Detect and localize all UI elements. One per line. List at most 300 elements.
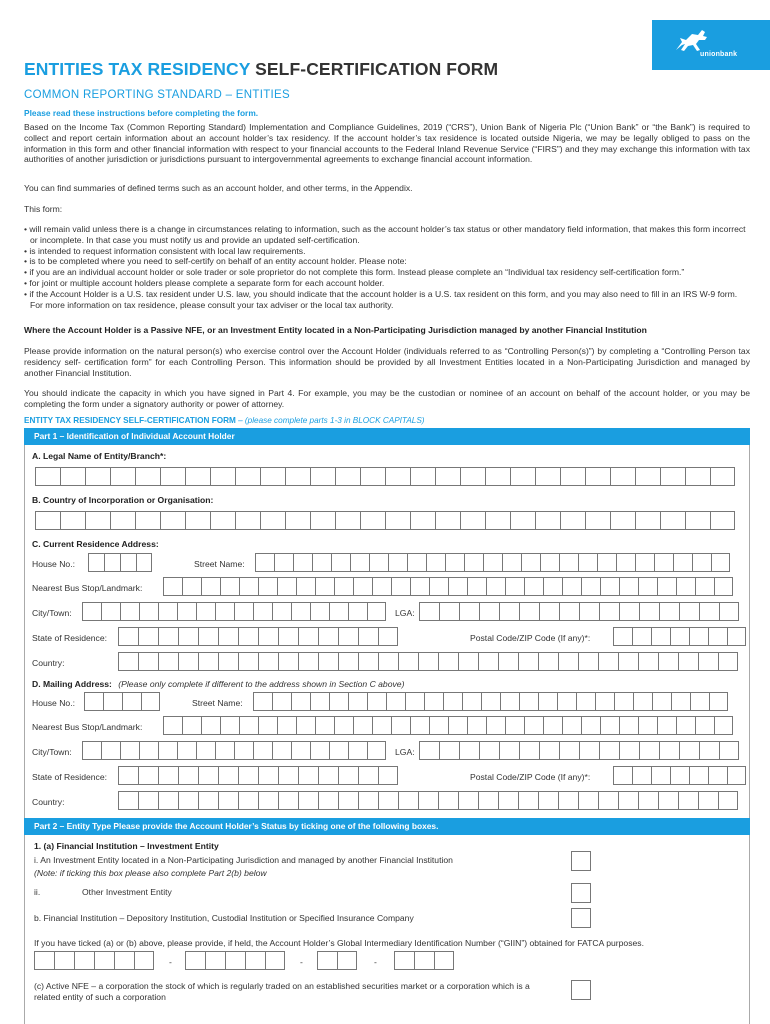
character-box[interactable] [719,602,739,621]
character-box[interactable] [535,511,560,530]
character-box[interactable] [163,577,182,596]
fi-option-b-checkbox[interactable] [571,908,591,928]
character-box[interactable] [285,511,310,530]
character-box[interactable] [258,652,278,671]
character-box[interactable] [82,741,101,760]
country-incorporation-input[interactable] [35,511,735,530]
character-box[interactable] [638,716,657,735]
character-box[interactable] [710,467,735,486]
house-no-input[interactable] [88,553,152,572]
character-box[interactable] [285,467,310,486]
character-box[interactable] [595,692,614,711]
state-input[interactable] [118,627,398,646]
character-box[interactable] [258,627,278,646]
character-box[interactable] [60,511,85,530]
character-box[interactable] [182,716,201,735]
fi-option-i-checkbox[interactable] [571,851,591,871]
character-box[interactable] [388,553,407,572]
character-box[interactable] [234,602,253,621]
character-box[interactable] [654,553,673,572]
character-box[interactable] [94,951,114,970]
character-box[interactable] [120,741,139,760]
character-box[interactable] [557,692,576,711]
character-box[interactable] [298,766,318,785]
character-box[interactable] [498,791,518,810]
character-box[interactable] [391,577,410,596]
character-box[interactable] [558,652,578,671]
character-box[interactable] [138,627,158,646]
character-box[interactable] [559,602,579,621]
character-box[interactable] [185,951,205,970]
character-box[interactable] [348,602,367,621]
mailing-city-input[interactable] [82,741,386,760]
character-box[interactable] [519,741,539,760]
character-box[interactable] [272,602,291,621]
character-box[interactable] [479,741,499,760]
character-box[interactable] [610,511,635,530]
character-box[interactable] [618,652,638,671]
character-box[interactable] [460,511,485,530]
character-box[interactable] [632,766,651,785]
character-box[interactable] [635,511,660,530]
legal-name-input[interactable] [35,467,735,486]
character-box[interactable] [439,602,459,621]
character-box[interactable] [60,467,85,486]
character-box[interactable] [398,652,418,671]
character-box[interactable] [505,716,524,735]
character-box[interactable] [338,766,358,785]
character-box[interactable] [367,602,386,621]
character-box[interactable] [398,791,418,810]
character-box[interactable] [196,741,215,760]
character-box[interactable] [698,791,718,810]
character-box[interactable] [291,602,310,621]
character-box[interactable] [578,553,597,572]
active-nfe-checkbox[interactable] [571,980,591,1000]
character-box[interactable] [218,766,238,785]
character-box[interactable] [558,791,578,810]
character-box[interactable] [315,577,334,596]
character-box[interactable] [410,577,429,596]
character-box[interactable] [205,951,225,970]
character-box[interactable] [158,602,177,621]
character-box[interactable] [310,602,329,621]
character-box[interactable] [82,602,101,621]
character-box[interactable] [585,511,610,530]
character-box[interactable] [679,741,699,760]
character-box[interactable] [673,553,692,572]
character-box[interactable] [639,741,659,760]
character-box[interactable] [185,467,210,486]
character-box[interactable] [378,791,398,810]
character-box[interactable] [296,577,315,596]
character-box[interactable] [638,652,658,671]
character-box[interactable] [74,951,94,970]
character-box[interactable] [110,511,135,530]
character-box[interactable] [335,467,360,486]
character-box[interactable] [220,577,239,596]
character-box[interactable] [358,652,378,671]
character-box[interactable] [597,553,616,572]
character-box[interactable] [245,951,265,970]
character-box[interactable] [265,951,285,970]
character-box[interactable] [185,511,210,530]
character-box[interactable] [386,692,405,711]
character-box[interactable] [85,467,110,486]
character-box[interactable] [335,511,360,530]
character-box[interactable] [296,716,315,735]
mailing-lga-input[interactable] [419,741,739,760]
character-box[interactable] [670,627,689,646]
character-box[interactable] [138,652,158,671]
character-box[interactable] [104,553,120,572]
character-box[interactable] [435,467,460,486]
character-box[interactable] [498,652,518,671]
character-box[interactable] [122,692,141,711]
character-box[interactable] [616,553,635,572]
character-box[interactable] [538,791,558,810]
character-box[interactable] [378,652,398,671]
character-box[interactable] [659,602,679,621]
character-box[interactable] [238,627,258,646]
character-box[interactable] [578,652,598,671]
character-box[interactable] [201,716,220,735]
character-box[interactable] [414,951,434,970]
character-box[interactable] [710,511,735,530]
character-box[interactable] [158,741,177,760]
character-box[interactable] [120,553,136,572]
character-box[interactable] [443,692,462,711]
character-box[interactable] [695,716,714,735]
character-box[interactable] [518,791,538,810]
character-box[interactable] [239,577,258,596]
character-box[interactable] [676,716,695,735]
mailing-bus-stop-input[interactable] [163,716,733,735]
character-box[interactable] [310,511,335,530]
character-box[interactable] [198,652,218,671]
character-box[interactable] [657,577,676,596]
character-box[interactable] [614,692,633,711]
character-box[interactable] [464,553,483,572]
character-box[interactable] [298,627,318,646]
character-box[interactable] [136,553,152,572]
character-box[interactable] [478,652,498,671]
character-box[interactable] [310,692,329,711]
character-box[interactable] [579,741,599,760]
character-box[interactable] [619,741,639,760]
character-box[interactable] [467,577,486,596]
character-box[interactable] [543,577,562,596]
character-box[interactable] [598,652,618,671]
mailing-postal-input[interactable] [613,766,746,785]
character-box[interactable] [358,627,378,646]
character-box[interactable] [317,951,337,970]
character-box[interactable] [560,467,585,486]
character-box[interactable] [410,467,435,486]
character-box[interactable] [562,577,581,596]
character-box[interactable] [459,741,479,760]
character-box[interactable] [338,627,358,646]
character-box[interactable] [483,553,502,572]
character-box[interactable] [448,577,467,596]
character-box[interactable] [372,716,391,735]
character-box[interactable] [312,553,331,572]
character-box[interactable] [670,766,689,785]
character-box[interactable] [657,716,676,735]
character-box[interactable] [718,791,738,810]
character-box[interactable] [34,951,54,970]
character-box[interactable] [118,652,138,671]
giin-part3-input[interactable] [317,951,357,970]
character-box[interactable] [196,602,215,621]
character-box[interactable] [101,602,120,621]
character-box[interactable] [519,692,538,711]
character-box[interactable] [198,791,218,810]
character-box[interactable] [560,511,585,530]
character-box[interactable] [298,652,318,671]
character-box[interactable] [360,467,385,486]
character-box[interactable] [600,577,619,596]
character-box[interactable] [201,577,220,596]
character-box[interactable] [291,692,310,711]
character-box[interactable] [367,741,386,760]
character-box[interactable] [101,741,120,760]
character-box[interactable] [260,511,285,530]
character-box[interactable] [225,951,245,970]
character-box[interactable] [690,692,709,711]
character-box[interactable] [350,553,369,572]
character-box[interactable] [429,577,448,596]
character-box[interactable] [369,553,388,572]
character-box[interactable] [218,627,238,646]
character-box[interactable] [235,511,260,530]
character-box[interactable] [438,652,458,671]
character-box[interactable] [524,716,543,735]
character-box[interactable] [519,602,539,621]
character-box[interactable] [524,577,543,596]
character-box[interactable] [253,692,272,711]
character-box[interactable] [293,553,312,572]
character-box[interactable] [120,602,139,621]
character-box[interactable] [699,741,719,760]
character-box[interactable] [559,553,578,572]
character-box[interactable] [255,553,274,572]
character-box[interactable] [481,692,500,711]
character-box[interactable] [500,692,519,711]
character-box[interactable] [338,652,358,671]
character-box[interactable] [318,766,338,785]
character-box[interactable] [698,652,718,671]
character-box[interactable] [338,791,358,810]
character-box[interactable] [158,627,178,646]
character-box[interactable] [639,602,659,621]
character-box[interactable] [139,741,158,760]
giin-part1-input[interactable] [34,951,154,970]
character-box[interactable] [424,692,443,711]
character-box[interactable] [660,511,685,530]
character-box[interactable] [460,467,485,486]
character-box[interactable] [210,511,235,530]
character-box[interactable] [385,511,410,530]
character-box[interactable] [695,577,714,596]
character-box[interactable] [538,652,558,671]
character-box[interactable] [426,553,445,572]
character-box[interactable] [35,467,60,486]
character-box[interactable] [239,716,258,735]
character-box[interactable] [318,627,338,646]
character-box[interactable] [618,791,638,810]
character-box[interactable] [114,951,134,970]
character-box[interactable] [689,766,708,785]
character-box[interactable] [329,602,348,621]
character-box[interactable] [486,716,505,735]
character-box[interactable] [348,692,367,711]
mailing-house-no-input[interactable] [84,692,160,711]
character-box[interactable] [429,716,448,735]
character-box[interactable] [633,692,652,711]
character-box[interactable] [178,766,198,785]
character-box[interactable] [378,766,398,785]
character-box[interactable] [676,577,695,596]
character-box[interactable] [418,791,438,810]
character-box[interactable] [278,791,298,810]
mailing-state-input[interactable] [118,766,398,785]
character-box[interactable] [699,602,719,621]
character-box[interactable] [651,766,670,785]
character-box[interactable] [310,467,335,486]
character-box[interactable] [134,951,154,970]
character-box[interactable] [505,577,524,596]
character-box[interactable] [291,741,310,760]
character-box[interactable] [258,716,277,735]
character-box[interactable] [467,716,486,735]
character-box[interactable] [439,741,459,760]
character-box[interactable] [652,692,671,711]
character-box[interactable] [499,602,519,621]
character-box[interactable] [353,577,372,596]
character-box[interactable] [458,652,478,671]
character-box[interactable] [486,577,505,596]
character-box[interactable] [719,741,739,760]
character-box[interactable] [394,951,414,970]
character-box[interactable] [521,553,540,572]
character-box[interactable] [709,692,728,711]
character-box[interactable] [714,577,733,596]
character-box[interactable] [139,602,158,621]
character-box[interactable] [711,553,730,572]
character-box[interactable] [613,627,632,646]
character-box[interactable] [660,467,685,486]
character-box[interactable] [600,716,619,735]
character-box[interactable] [238,766,258,785]
character-box[interactable] [714,716,733,735]
character-box[interactable] [678,652,698,671]
character-box[interactable] [277,716,296,735]
character-box[interactable] [160,511,185,530]
character-box[interactable] [619,602,639,621]
character-box[interactable] [559,741,579,760]
character-box[interactable] [679,602,699,621]
character-box[interactable] [182,577,201,596]
character-box[interactable] [671,692,690,711]
character-box[interactable] [298,791,318,810]
character-box[interactable] [158,766,178,785]
character-box[interactable] [258,577,277,596]
character-box[interactable] [360,511,385,530]
character-box[interactable] [391,716,410,735]
city-input[interactable] [82,602,386,621]
character-box[interactable] [727,766,746,785]
character-box[interactable] [220,716,239,735]
character-box[interactable] [479,602,499,621]
character-box[interactable] [510,467,535,486]
character-box[interactable] [178,791,198,810]
character-box[interactable] [435,511,460,530]
character-box[interactable] [418,652,438,671]
character-box[interactable] [692,553,711,572]
character-box[interactable] [353,716,372,735]
mailing-country-input[interactable] [118,791,738,810]
character-box[interactable] [310,741,329,760]
character-box[interactable] [272,741,291,760]
character-box[interactable] [118,627,138,646]
character-box[interactable] [135,467,160,486]
character-box[interactable] [685,511,710,530]
character-box[interactable] [158,652,178,671]
character-box[interactable] [448,716,467,735]
character-box[interactable] [235,467,260,486]
character-box[interactable] [727,627,746,646]
bus-stop-input[interactable] [163,577,733,596]
character-box[interactable] [35,511,60,530]
character-box[interactable] [434,951,454,970]
character-box[interactable] [599,602,619,621]
character-box[interactable] [135,511,160,530]
character-box[interactable] [539,602,559,621]
character-box[interactable] [138,791,158,810]
character-box[interactable] [538,692,557,711]
character-box[interactable] [635,467,660,486]
character-box[interactable] [210,467,235,486]
lga-input[interactable] [419,602,739,621]
character-box[interactable] [103,692,122,711]
postal-input[interactable] [613,627,746,646]
character-box[interactable] [613,766,632,785]
character-box[interactable] [177,602,196,621]
character-box[interactable] [272,692,291,711]
character-box[interactable] [581,577,600,596]
character-box[interactable] [367,692,386,711]
character-box[interactable] [685,467,710,486]
character-box[interactable] [635,553,654,572]
character-box[interactable] [178,627,198,646]
character-box[interactable] [141,692,160,711]
character-box[interactable] [198,627,218,646]
character-box[interactable] [110,467,135,486]
character-box[interactable] [84,692,103,711]
character-box[interactable] [610,467,635,486]
character-box[interactable] [385,467,410,486]
character-box[interactable] [372,577,391,596]
character-box[interactable] [234,741,253,760]
character-box[interactable] [358,791,378,810]
character-box[interactable] [238,652,258,671]
character-box[interactable] [419,602,439,621]
character-box[interactable] [438,791,458,810]
character-box[interactable] [334,716,353,735]
character-box[interactable] [585,467,610,486]
character-box[interactable] [543,716,562,735]
